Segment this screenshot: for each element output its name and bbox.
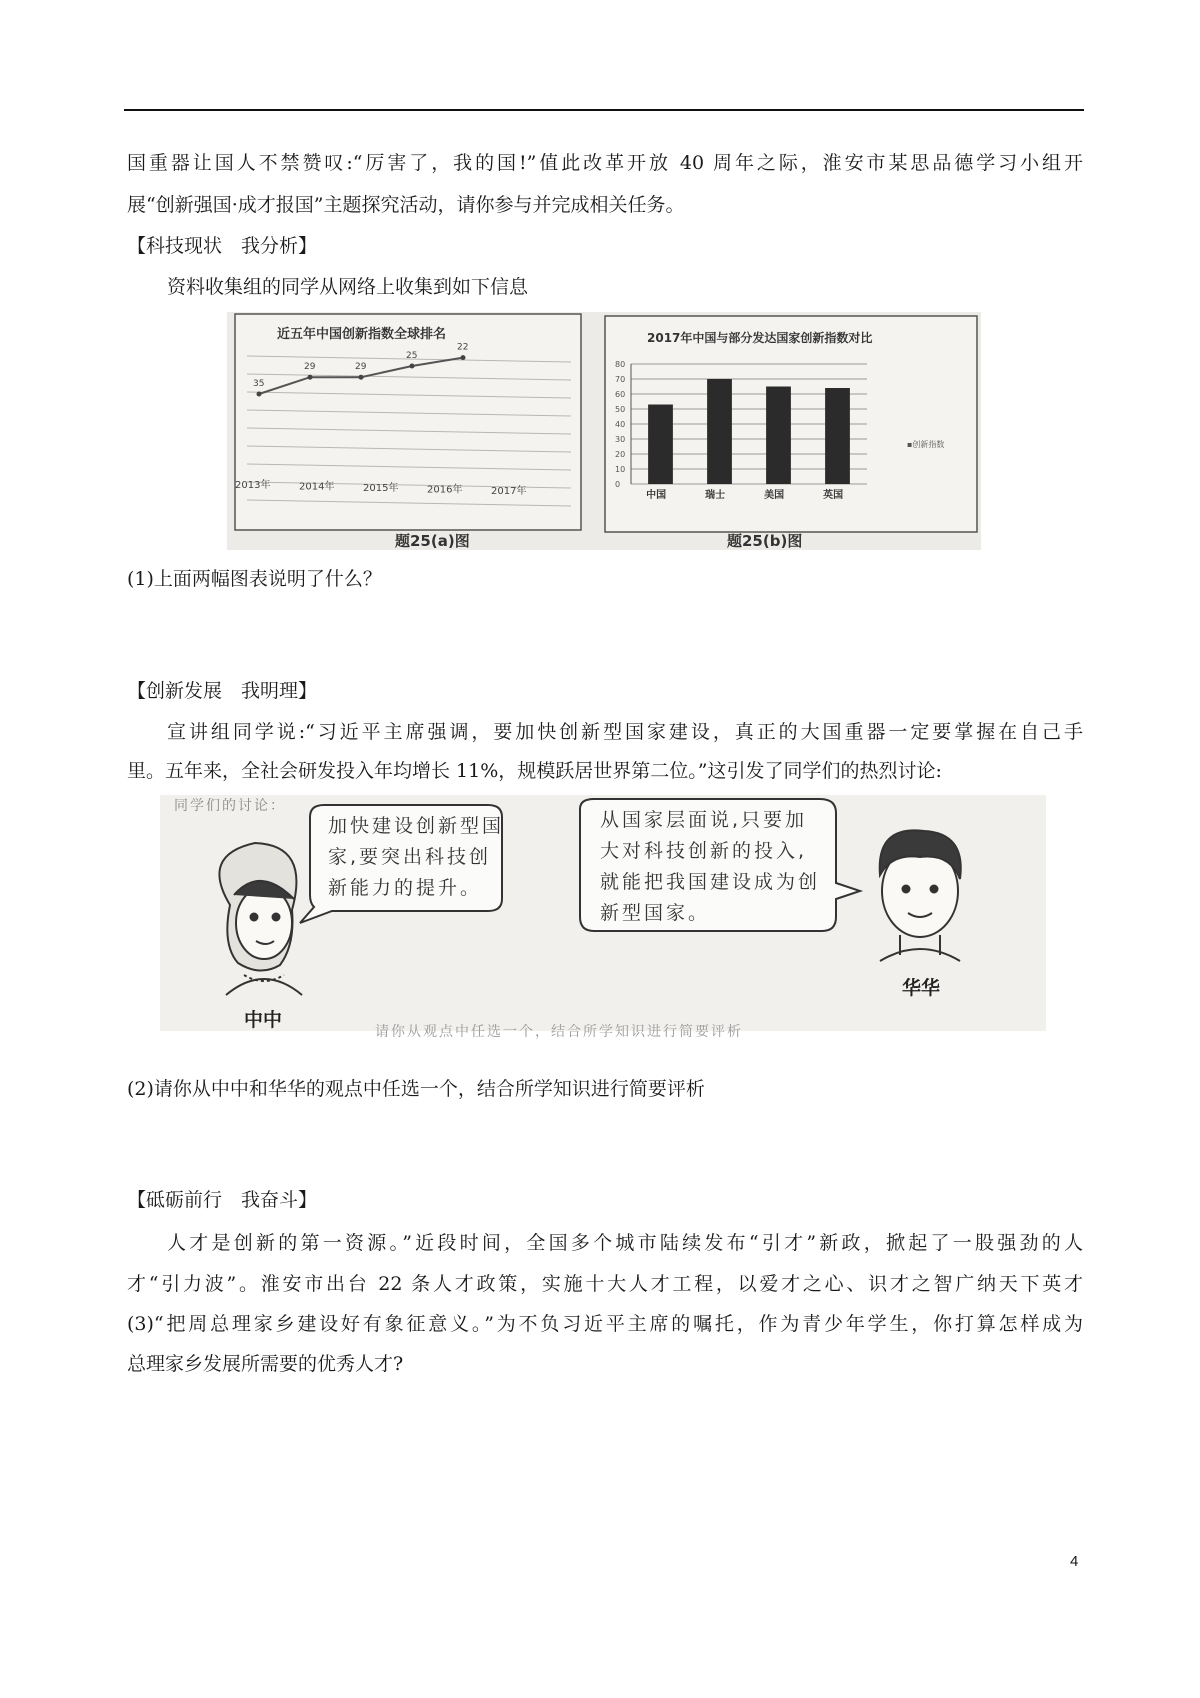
bar-chart-category-label: 中国	[646, 490, 667, 501]
cartoon-illustration	[160, 795, 1046, 1040]
line-chart-x-label: 2015年	[363, 483, 399, 494]
cartoon-bottom-fragment: 请你从观点中任选一个，结合所学知识进行简要评析	[375, 1024, 743, 1040]
line-chart-data-label: 25	[406, 351, 418, 361]
right-bubble-text: 从国家层面说,只要加 大对科技创新的投入, 就能把我国建设成为创 新型国家。	[600, 809, 821, 924]
left-character-name: 中中	[244, 1009, 283, 1031]
section2-line-1: 宣讲组同学说:“习近平主席强调，要加快创新型国家建设，真正的大国重器一定要掌握在自己手	[167, 721, 1083, 743]
line-chart-data-label: 22	[457, 342, 469, 353]
bar-chart-category-label: 英国	[823, 490, 844, 501]
bar-chart-title: 2017年中国与部分发达国家创新指数对比	[647, 331, 873, 345]
section3-line-1: 人才是创新的第一资源。”近段时间，全国多个城市陆续发布“引才”新政，掀起了一股强劲的人	[167, 1232, 1083, 1254]
question-3-line-2: 总理家乡发展所需要的优秀人才?	[127, 1353, 404, 1375]
line-chart-point	[461, 355, 466, 360]
line-chart-data-label: 35	[253, 379, 265, 389]
girl-character-icon	[219, 843, 302, 995]
question-2: (2)请你从中中和华华的观点中任选一个，结合所学知识进行简要评析	[127, 1078, 705, 1100]
bar-chart-bar	[648, 405, 673, 485]
boy-character-icon	[880, 830, 961, 961]
line-chart-point	[410, 364, 415, 369]
line-chart-data-label: 29	[355, 362, 367, 373]
question-1: (1)上面两幅图表说明了什么？	[127, 568, 382, 590]
charts-svg	[227, 312, 981, 550]
bar-chart-category-label: 瑞士	[705, 490, 726, 501]
line-chart-title: 近五年中国创新指数全球排名	[277, 327, 447, 342]
line-chart-x-label: 2016年	[427, 484, 463, 496]
section3-line-2: 才“引力波”。淮安市出台 22 条人才政策，实施十大人才工程，以爱才之心、识才之智广纳天下英才	[127, 1273, 1083, 1295]
intro-line-1: 国重器让国人不禁赞叹:“厉害了，我的国!”值此改革开放 40 周年之际，淮安市某思品德学习小组开	[127, 152, 1083, 174]
line-chart-point	[257, 392, 262, 397]
line-chart-frame	[235, 314, 581, 530]
bar-chart-y-tick: 60	[615, 390, 626, 399]
intro-line-2: 展“创新强国·成才报国”主题探究活动，请你参与并完成相关任务。	[127, 194, 685, 216]
bar-chart-category-label: 美国	[764, 490, 785, 501]
section1-heading: 【科技现状 我分析】	[127, 235, 318, 257]
right-character-name: 华华	[902, 977, 941, 999]
bar-chart-y-tick: 0	[615, 480, 621, 489]
bar-chart-legend: ▪创新指数	[907, 440, 945, 449]
line-chart-x-label: 2014年	[299, 481, 335, 493]
bar-chart-y-tick: 70	[615, 375, 626, 384]
page-number: 4	[1070, 1553, 1079, 1570]
bar-chart-bar	[766, 387, 791, 485]
question-3-line-1: (3)“把周总理家乡建设好有象征意义。”为不负习近平主席的嘱托，作为青少年学生，你打算怎样成为	[127, 1313, 1083, 1335]
charts-photo	[227, 312, 981, 550]
bar-chart-y-tick: 50	[615, 405, 626, 414]
bar-chart-y-tick: 40	[615, 420, 626, 429]
section3-heading: 【砥砺前行 我奋斗】	[127, 1189, 318, 1211]
left-bubble-text: 加快建设创新型国 家,要突出科技创 新能力的提升。	[328, 815, 505, 899]
section2-line-2: 里。五年来，全社会研发投入年均增长 11%，规模跃居世界第二位。”这引发了同学们的热烈讨论:	[127, 760, 942, 782]
line-chart-x-label: 2013年	[235, 480, 271, 491]
line-chart-caption: 题25(a)图	[395, 532, 470, 550]
line-chart-point	[308, 375, 313, 380]
section1-text: 资料收集组的同学从网络上收集到如下信息	[167, 276, 529, 298]
line-chart-data-label: 29	[304, 362, 316, 373]
bar-chart-y-tick: 30	[615, 435, 626, 444]
bar-chart-bar	[707, 379, 732, 484]
section2-heading: 【创新发展 我明理】	[127, 680, 318, 702]
bar-chart-y-tick: 80	[615, 360, 626, 369]
bar-chart-bar	[825, 388, 850, 484]
bar-chart-caption: 题25(b)图	[727, 532, 803, 550]
bar-chart-y-tick: 20	[615, 450, 626, 459]
bar-chart-y-tick: 10	[615, 465, 626, 474]
header-rule	[124, 109, 1084, 111]
line-chart-x-label: 2017年	[491, 486, 527, 497]
line-chart-point	[359, 375, 364, 380]
cartoon-top-fragment: 同学们的讨论：	[174, 798, 286, 814]
